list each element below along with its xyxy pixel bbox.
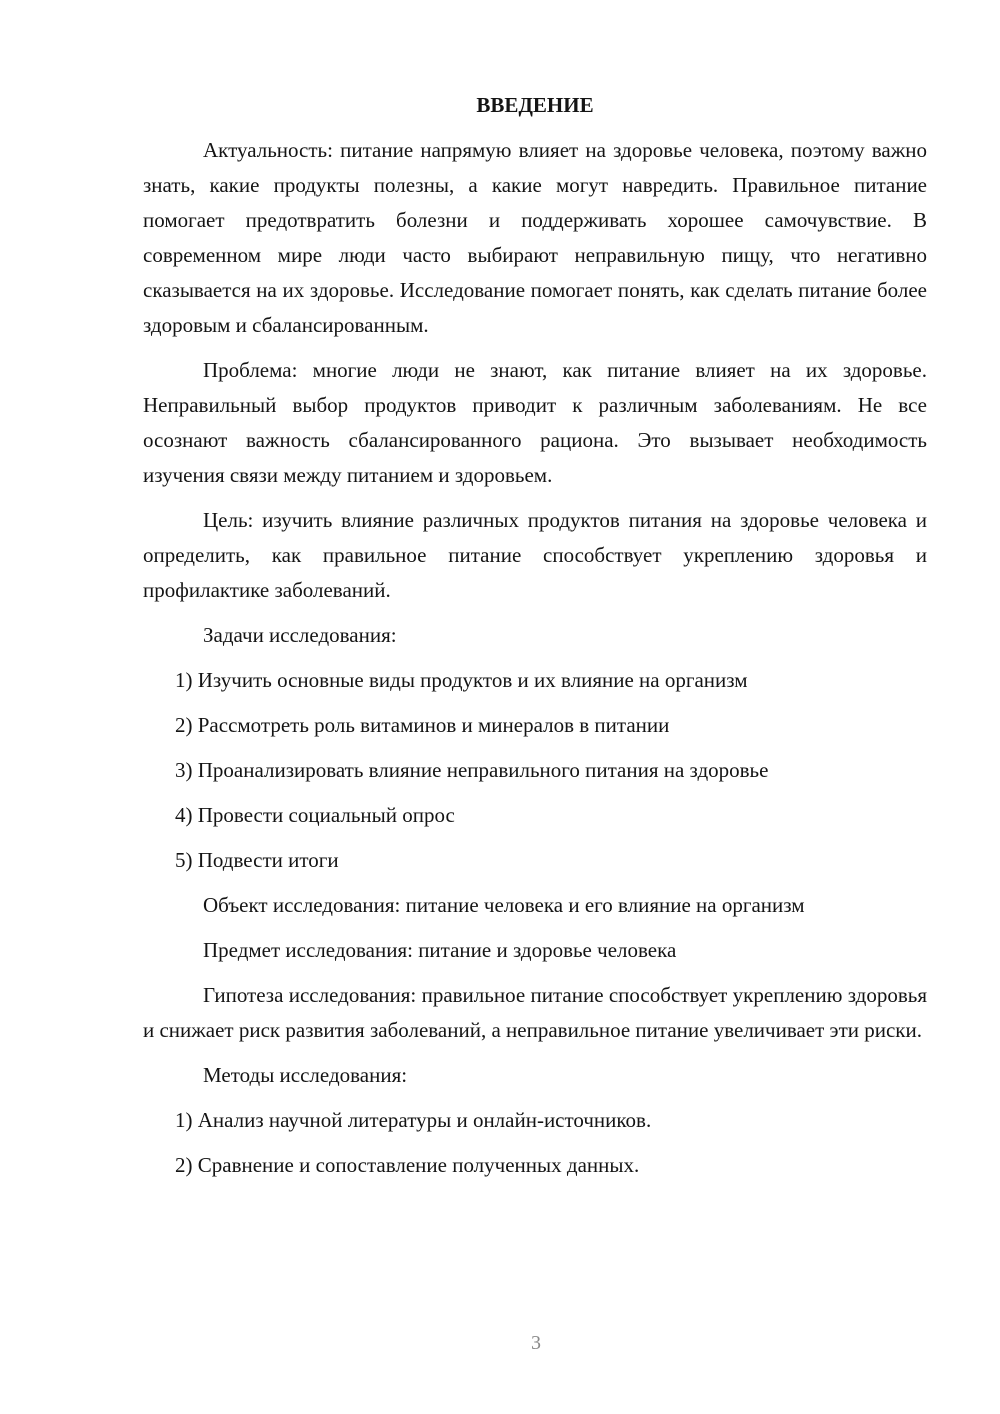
methods-list	[143, 1103, 927, 1183]
task-item: 1) Изучить основные виды продуктов и их влияние на организм	[175, 668, 748, 692]
page-title: ВВЕДЕНИЕ	[476, 93, 594, 117]
task-item: 4) Провести социальный опрос	[175, 803, 455, 827]
task-item: 5) Подвести итоги	[175, 848, 339, 872]
object-paragraph: Объект исследования: питание человека и его влияние на организм	[203, 893, 805, 917]
hypothesis-paragraph: Гипотеза исследования: правильное питание способствует укреплению здоровья и снижает риск развития заболеваний, а неправильное питание увеличивает эти риски.	[143, 983, 927, 1042]
page-number: 3	[531, 1332, 541, 1354]
tasks-heading: Задачи исследования:	[203, 623, 397, 647]
subject-paragraph: Предмет исследования: питание и здоровье человека	[203, 938, 677, 962]
tasks-list	[143, 663, 927, 878]
goal-paragraph: Цель: изучить влияние различных продуктов питания на здоровье человека и определить, как правильное питание способствует укреплению здоровья и профилактике заболеваний.	[143, 508, 927, 602]
document-page	[143, 88, 927, 1193]
methods-heading: Методы исследования:	[203, 1063, 408, 1087]
task-item: 2) Рассмотреть роль витаминов и минералов в питании	[175, 713, 670, 737]
relevance-paragraph: Актуальность: питание напрямую влияет на здоровье человека, поэтому важно знать, какие продукты полезны, а какие могут навредить. Правильное питание помогает предотвратить болезни и поддерживать хорошее самочувствие. В современном мире люди часто выбирают неправильную пищу, что негативно сказывается на их здоровье. Исследование помогает понять, как сделать питание более здоровым и сбалансированным.	[143, 138, 927, 337]
problem-paragraph: Проблема: многие люди не знают, как питание влияет на их здоровье. Неправильный выбор продуктов приводит к различным заболеваниям. Не все осознают важность сбалансированного рациона. Это вызывает необходимость изучения связи между питанием и здоровьем.	[143, 358, 927, 487]
task-item: 3) Проанализировать влияние неправильного питания на здоровье	[175, 758, 769, 782]
method-item: 1) Анализ научной литературы и онлайн-источников.	[175, 1108, 652, 1132]
method-item: 2) Сравнение и сопоставление полученных данных.	[175, 1153, 640, 1177]
